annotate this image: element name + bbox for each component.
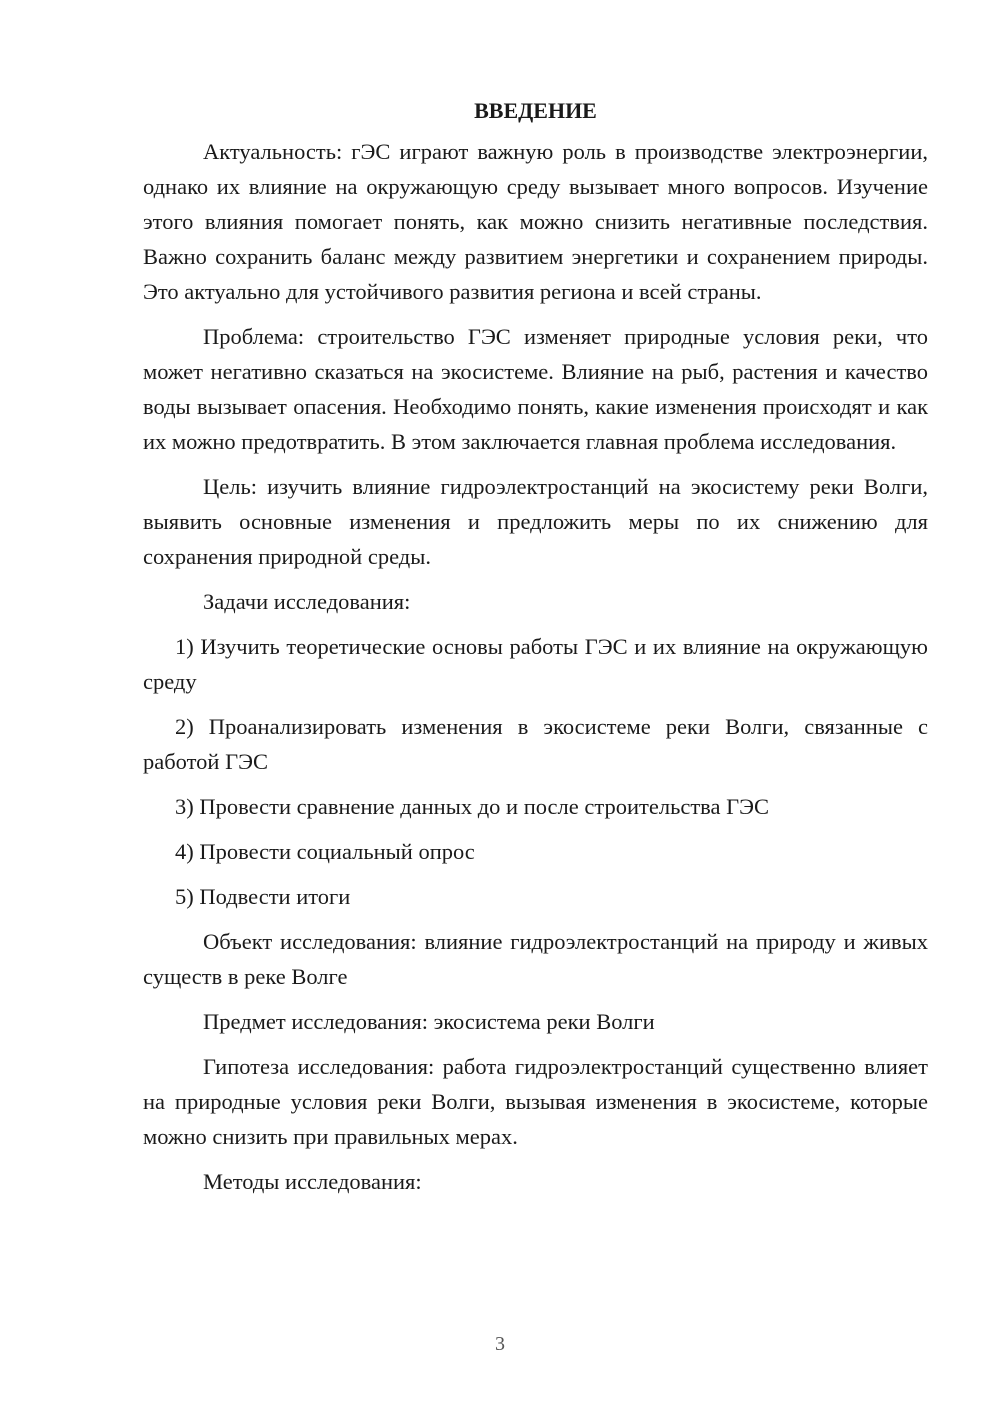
- paragraph-problem: Проблема: строительство ГЭС изменяет природные условия реки, что может негативно сказаться на экосистеме. Влияние на рыб, растения и качество воды вызывает опасения. Необходимо понять, какие изменения происходят и как их можно предотвратить. В этом заключается главная проблема исследования.: [143, 324, 928, 454]
- task-item-1: 1) Изучить теоретические основы работы ГЭС и их влияние на окружающую среду: [143, 634, 928, 694]
- paragraph-goal: Цель: изучить влияние гидроэлектростанций на экосистему реки Волги, выявить основные изменения и предложить меры по их снижению для сохранения природной среды.: [143, 474, 928, 569]
- document-page: [143, 93, 928, 1209]
- task-item-2: 2) Проанализировать изменения в экосистеме реки Волги, связанные с работой ГЭС: [143, 714, 928, 774]
- task-item-3: 3) Провести сравнение данных до и после строительства ГЭС: [175, 794, 769, 819]
- task-item-4: 4) Провести социальный опрос: [175, 839, 475, 864]
- page-title: ВВЕДЕНИЕ: [474, 98, 597, 123]
- tasks-heading: Задачи исследования:: [203, 589, 411, 614]
- task-item-5: 5) Подвести итоги: [175, 884, 351, 909]
- page-number: 3: [495, 1333, 505, 1355]
- paragraph-hypothesis: Гипотеза исследования: работа гидроэлектростанций существенно влияет на природные условия реки Волги, вызывая изменения в экосистеме, которые можно снизить при правильных мерах.: [143, 1054, 928, 1149]
- paragraph-subject: Предмет исследования: экосистема реки Волги: [203, 1009, 655, 1034]
- paragraph-object: Объект исследования: влияние гидроэлектростанций на природу и живых существ в реке Волге: [143, 929, 928, 989]
- methods-heading: Методы исследования:: [203, 1169, 422, 1194]
- paragraph-relevance: Актуальность: гЭС играют важную роль в производстве электроэнергии, однако их влияние на окружающую среду вызывает много вопросов. Изучение этого влияния помогает понять, как можно снизить негативные последствия. Важно сохранить баланс между развитием энергетики и сохранением природы. Это актуально для устойчивого развития региона и всей страны.: [143, 139, 928, 304]
